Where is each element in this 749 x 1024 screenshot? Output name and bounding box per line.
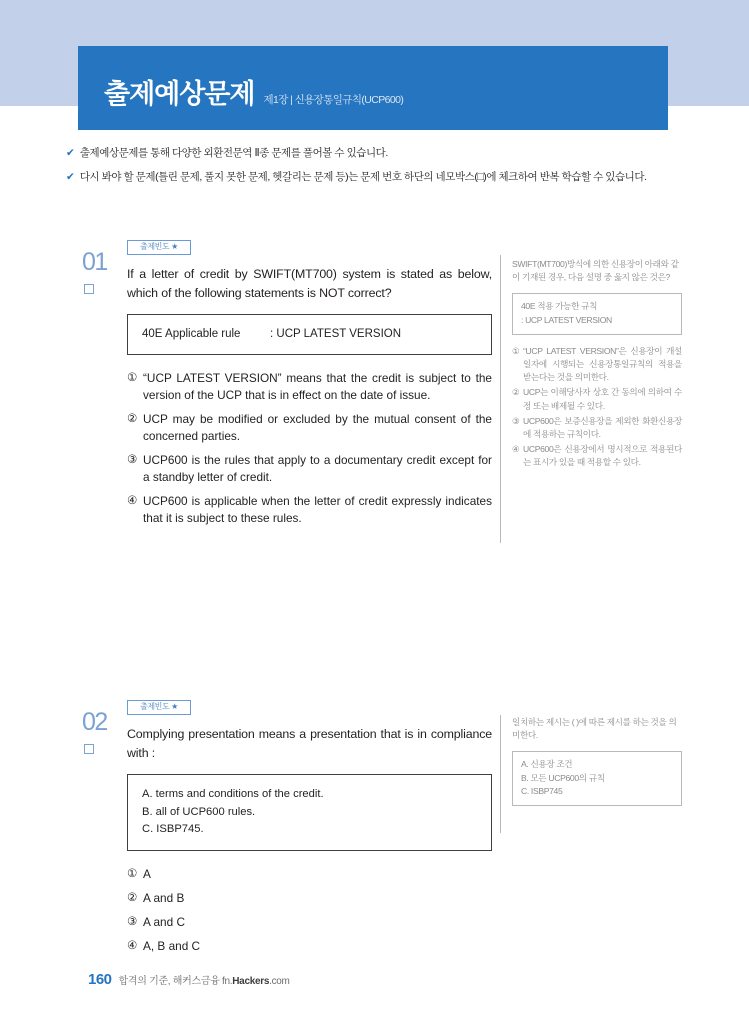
question-stem: Complying presentation means a presentation that is in compliance with : <box>127 727 492 760</box>
footer-brand <box>119 972 290 987</box>
question-stem: If a letter of credit by SWIFT(MT700) system is stated as below, which of the following statements is NOT correct? <box>127 267 492 300</box>
sidebar-reference-line: 40E 적용 가능한 규칙 <box>521 301 598 312</box>
footer-brand-name: Hackers <box>232 976 270 987</box>
check-icon: ✔ <box>66 147 75 159</box>
intro-note-item <box>66 146 686 161</box>
answer-choice[interactable] <box>127 866 492 883</box>
sidebar-choice <box>512 415 682 441</box>
sidebar-choice-marker: ④ <box>512 444 520 455</box>
sidebar-choice-marker: ③ <box>512 415 520 426</box>
header-banner-content <box>78 81 403 130</box>
answer-choice[interactable] <box>127 411 492 445</box>
sidebar-reference-box <box>512 751 682 806</box>
sidebar-reference-line: : UCP LATEST VERSION <box>521 314 612 325</box>
choice-marker: ② <box>127 413 138 425</box>
answer-choice[interactable] <box>127 938 492 955</box>
question-reference-box <box>127 774 492 851</box>
sidebar-choice-text: “UCP LATEST VERSION”은 신용장이 개설일자에 시행되는 신용장통일규칙의 적용을 받는다는 것을 의미한다. <box>523 345 682 383</box>
sidebar-stem: 일치하는 제시는 ( )에 따른 제시를 하는 것을 의미한다. <box>512 717 677 741</box>
answer-choice[interactable] <box>127 493 492 527</box>
answer-choices <box>127 866 492 955</box>
question-number: 01 <box>82 248 107 276</box>
footer-brand-suffix: .com <box>269 976 290 987</box>
question-gutter <box>82 250 126 294</box>
choice-marker: ③ <box>127 454 138 466</box>
reference-line: A. terms and conditions of the credit. <box>142 788 324 800</box>
content-sidebar-divider <box>500 715 501 833</box>
choice-text: UCP may be modified or excluded by the mutual consent of the concerned parties. <box>143 412 492 443</box>
intro-note-text: 다시 봐야 할 문제(틀린 문제, 풀지 못한 문제, 헷갈리는 문제 등)는 문제 번호 하단의 네모박스(□)에 체크하여 반복 학습할 수 있습니다. <box>79 171 647 183</box>
question-body <box>127 696 492 962</box>
reference-label: 40E Applicable rule <box>142 328 241 340</box>
choice-marker: ① <box>127 372 138 384</box>
question-number: 02 <box>82 708 107 736</box>
sidebar-choice <box>512 386 682 412</box>
intro-note-item <box>66 170 686 185</box>
chapter-subtitle: 제1장 | 신용장통일규칙(UCP600) <box>263 94 404 106</box>
translation-sidebar-01 <box>512 258 682 472</box>
answer-choice[interactable] <box>127 890 492 907</box>
intro-note-text: 출제예상문제를 통해 다양한 외환전문역 Ⅱ종 문제를 풀어볼 수 있습니다. <box>79 147 388 159</box>
choice-text: A and C <box>143 914 185 929</box>
reference-value: : UCP LATEST VERSION <box>270 328 402 340</box>
sidebar-reference-line: A. 신용장 조건 <box>521 759 573 770</box>
answer-choice[interactable] <box>127 370 492 404</box>
choice-marker: ① <box>127 867 138 880</box>
sidebar-choice <box>512 345 682 385</box>
answer-choice[interactable] <box>127 452 492 486</box>
choice-marker: ③ <box>127 915 138 928</box>
sidebar-reference-line: C. ISBP745 <box>521 785 563 796</box>
answer-choices <box>127 370 492 527</box>
content-sidebar-divider <box>500 255 501 543</box>
question-review-checkbox[interactable] <box>84 744 94 754</box>
reference-line: C. ISBP745. <box>142 823 204 835</box>
sidebar-choice-text: UCP는 이해당사자 상호 간 동의에 의하여 수정 또는 배제될 수 있다. <box>523 387 682 411</box>
question-body <box>127 236 492 534</box>
frequency-badge: 출제빈도 ★ <box>127 700 191 715</box>
answer-choice[interactable] <box>127 914 492 931</box>
page-number: 160 <box>88 971 112 988</box>
choice-text: “UCP LATEST VERSION” means that the credit is subject to the version of the UCP that is in effect on the date of issue. <box>143 371 492 402</box>
choice-text: UCP600 is the rules that apply to a documentary credit except for a standby letter of credit. <box>143 453 492 484</box>
intro-notes <box>66 146 686 194</box>
question-gutter <box>82 710 126 754</box>
sidebar-choice-text: UCP600은 보증신용장을 제외한 화환신용장에 적용하는 규칙이다. <box>523 415 682 440</box>
sidebar-stem: SWIFT(MT700)방식에 의한 신용장이 아래와 같이 기재된 경우, 다음 설명 중 옳지 않은 것은? <box>512 259 679 283</box>
footer-brand-prefix: 합격의 기준, 해커스금융 fn. <box>118 976 233 987</box>
sidebar-choice <box>512 443 682 469</box>
sidebar-reference-box <box>512 293 682 334</box>
sidebar-choices <box>512 345 682 470</box>
page-title: 출제예상문제 <box>104 79 255 109</box>
page-footer <box>88 971 290 988</box>
sidebar-choice-marker: ① <box>512 345 520 356</box>
translation-sidebar-02 <box>512 716 682 806</box>
check-icon: ✔ <box>66 171 75 183</box>
reference-row <box>142 326 477 343</box>
choice-text: UCP600 is applicable when the letter of credit expressly indicates that it is subject to these rules. <box>143 494 492 525</box>
reference-line: B. all of UCP600 rules. <box>142 805 256 818</box>
sidebar-choice-marker: ② <box>512 387 520 398</box>
choice-marker: ④ <box>127 939 138 952</box>
choice-text: A <box>143 866 151 881</box>
header-banner <box>78 46 668 130</box>
choice-text: A, B and C <box>143 938 201 953</box>
frequency-badge: 출제빈도 ★ <box>127 240 191 255</box>
question-review-checkbox[interactable] <box>84 284 94 294</box>
choice-marker: ② <box>127 891 138 904</box>
choice-marker: ④ <box>127 495 138 507</box>
question-reference-box <box>127 314 492 355</box>
sidebar-reference-line: B. 모든 UCP600의 규칙 <box>521 772 605 783</box>
sidebar-choice-text: UCP600은 신용장에서 명시적으로 적용된다는 표시가 있을 때 적용할 수 있다. <box>523 444 682 468</box>
choice-text: A and B <box>143 890 185 905</box>
